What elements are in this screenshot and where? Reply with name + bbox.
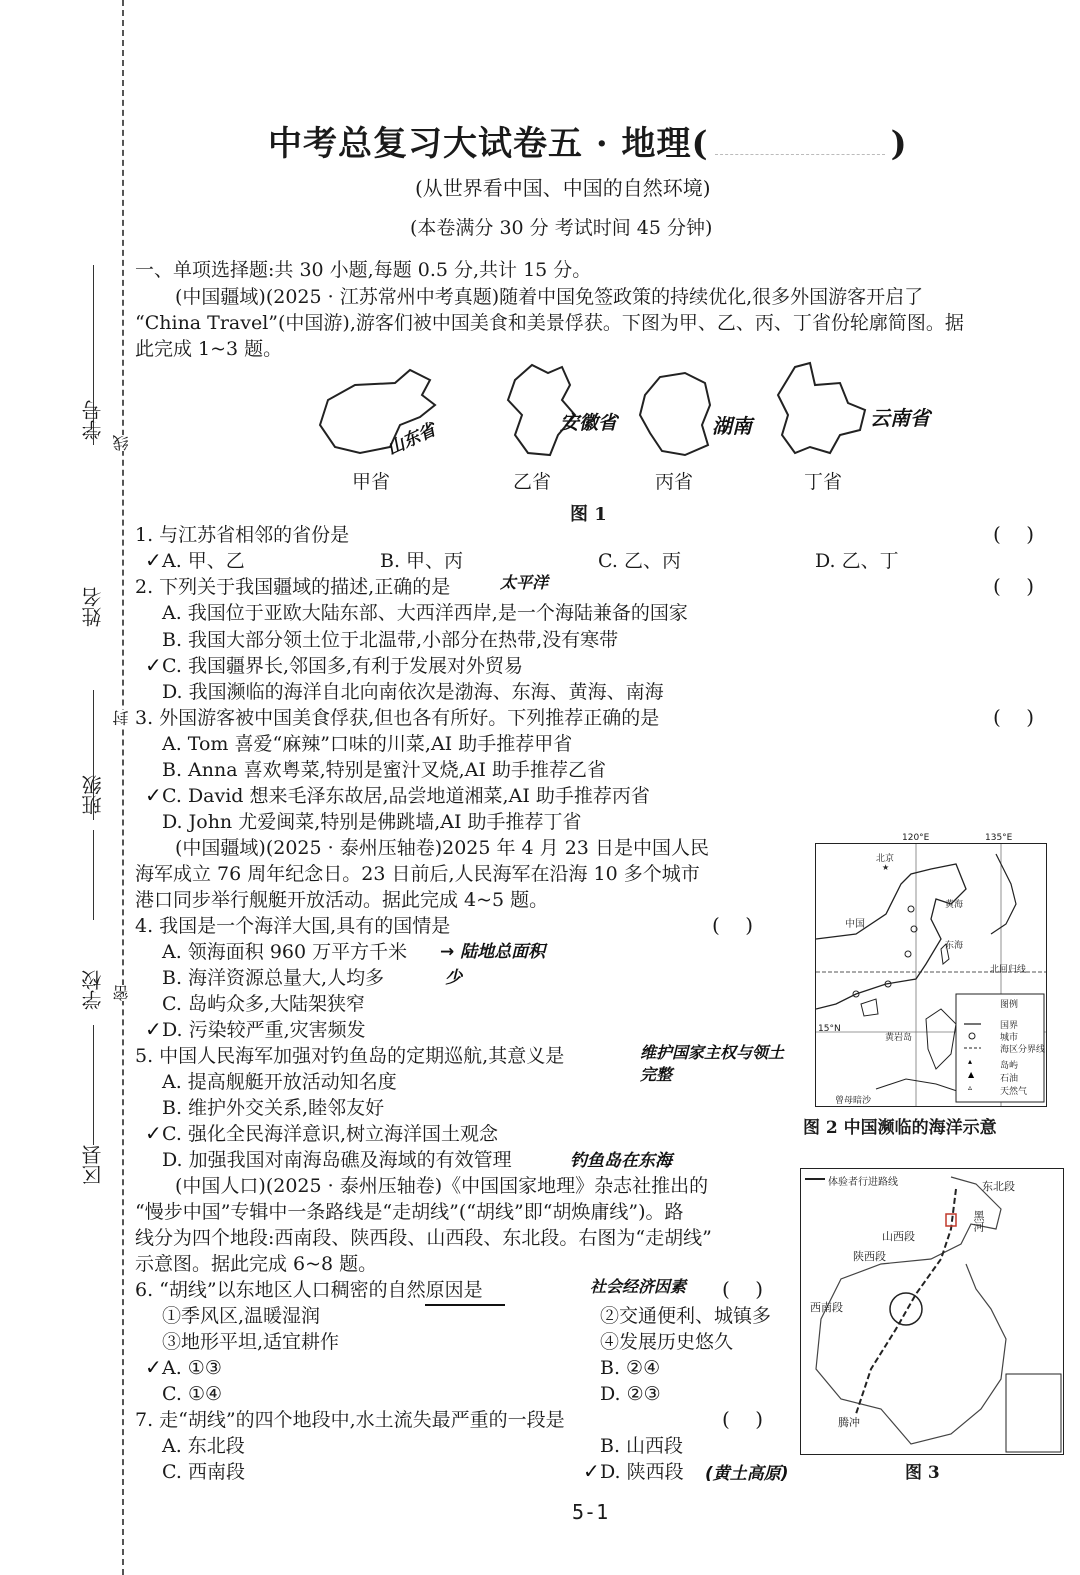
intro3-line-3: 线分为四个地段:西南段、陕西段、山西段、东北段。右图为“走胡线” [135, 1227, 712, 1249]
q6-item-3: ③地形平坦,适宜耕作 [162, 1331, 340, 1353]
q4-option-c[interactable]: C. 岛屿众多,大陆架狭窄 [162, 993, 365, 1015]
fig3-label-heihe: 黑河 [972, 1210, 985, 1232]
label-student-id: 学号 [81, 400, 105, 440]
q3-option-b[interactable]: B. Anna 喜欢粤菜,特别是蜜汁叉烧,AI 助手推荐乙省 [162, 759, 606, 781]
yunnan-outline [778, 363, 865, 453]
intro2-line-3: 港口同步举行舰艇开放活动。据此完成 4~5 题。 [135, 889, 549, 911]
fig3-label-southwest: 西南段 [810, 1301, 843, 1314]
fig1-label-bing: 丙省 [655, 471, 694, 493]
q6-option-c[interactable]: C. ①④ [162, 1383, 223, 1405]
q3-stem: 3. 外国游客被中国美食俘获,但也各有所好。下列推荐正确的是 [135, 707, 660, 729]
binding-line [122, 0, 124, 1575]
fig2-label-beijing: 北京 [876, 854, 895, 864]
q3-option-d[interactable]: D. John 尤爱闽菜,特别是佛跳墙,AI 助手推荐丁省 [162, 811, 582, 833]
fig2-lon-135: 135°E [985, 833, 1013, 843]
q4-check-mark: ✓ [145, 1017, 162, 1041]
fig2-legend-oil: 石油 [1000, 1074, 1019, 1084]
q1-stem: 1. 与江苏省相邻的省份是 [135, 524, 350, 546]
q2-check-mark: ✓ [145, 653, 162, 677]
svg-text:▵: ▵ [968, 1083, 973, 1092]
page-number: 5-1 [572, 1500, 609, 1524]
svg-text:▲: ▲ [968, 1070, 975, 1079]
fig2-label-zengmu: 曾母暗沙 [835, 1096, 872, 1106]
marker-seal: 封 [112, 710, 131, 726]
fig2-label-east-sea: 东海 [945, 941, 964, 951]
q2-answer-bracket[interactable]: ( ) [993, 574, 1035, 598]
fig2-legend-city: 城市 [1000, 1033, 1019, 1043]
q4-note-less: 少 [445, 968, 462, 988]
hw-hunan: 湖南 [712, 414, 752, 438]
hunan-outline [640, 373, 710, 455]
field-line-4 [93, 1025, 94, 1145]
q5-check-mark: ✓ [145, 1121, 162, 1145]
q2-option-a[interactable]: A. 我国位于亚欧大陆东部、大西洋西岸,是一个海陆兼备的国家 [162, 602, 688, 624]
q7-stem: 7. 走“胡线”的四个地段中,水土流失最严重的一段是 [135, 1409, 565, 1431]
q7-note: (黄土高原) [705, 1464, 789, 1484]
hw-yunnan: 云南省 [870, 406, 930, 430]
fig3-label-northeast: 东北段 [982, 1180, 1015, 1193]
q1-option-c[interactable]: C. 乙、丙 [598, 550, 681, 572]
label-class: 班级 [81, 775, 105, 815]
q6-item-4: ④发展历史悠久 [600, 1331, 734, 1353]
fig2-legend-sea-boundary: 海区分界线 [1000, 1045, 1046, 1055]
intro2-line-2: 海军成立 76 周年纪念日。23 日前后,人民海军在沿海 10 多个城市 [135, 863, 700, 885]
fig2-label-yellow-sea: 黄海 [945, 900, 964, 910]
fig2-legend-island: 岛屿 [1000, 1061, 1019, 1071]
q6-stem: 6. “胡线”以东地区人口稠密的自然原因是 [135, 1279, 483, 1301]
q4-stem: 4. 我国是一个海洋大国,具有的国情是 [135, 915, 451, 937]
label-district: 区县 [81, 1145, 105, 1185]
fig2-legend-gas: 天然气 [1000, 1087, 1028, 1097]
svg-text:★: ★ [882, 863, 890, 872]
intro3-line-2: “慢步中国”专辑中一条路线是“走胡线”(“胡线”即“胡焕庸线”)。路 [135, 1201, 684, 1223]
q2-option-c[interactable]: C. 我国疆界长,邻国多,有利于发展对外贸易 [162, 655, 524, 677]
page-subtitle: (从世界看中国、中国的自然环境) [415, 176, 711, 200]
q4-note: → 陆地总面积 [440, 942, 546, 962]
q5-stem: 5. 中国人民海军加强对钓鱼岛的定期巡航,其意义是 [135, 1045, 565, 1067]
intro-line-1: (中国疆域)(2025 · 江苏常州中考真题)随着中国免签政策的持续优化,很多外国游客开启了 [175, 286, 924, 308]
q3-option-a[interactable]: A. Tom 喜爱“麻辣”口味的川菜,AI 助手推荐甲省 [162, 733, 573, 755]
q7-option-c[interactable]: C. 西南段 [162, 1461, 245, 1483]
q6-item-1: ①季风区,温暖湿润 [162, 1305, 321, 1327]
fig2-legend-title: 图例 [1000, 1000, 1019, 1010]
q4-option-a[interactable]: A. 领海面积 960 万平方千米 [162, 941, 408, 963]
q6-item-2: ②交通便利、城镇多 [600, 1305, 772, 1327]
q5-option-b[interactable]: B. 维护外交关系,睦邻友好 [162, 1097, 385, 1119]
q6-answer-bracket[interactable]: ( ) [722, 1277, 764, 1301]
figure3-caption: 图 3 [905, 1463, 940, 1483]
q7-option-d[interactable]: D. 陕西段 [600, 1461, 684, 1483]
intro-line-3: 此完成 1~3 题。 [135, 338, 283, 360]
q1-answer-bracket[interactable]: ( ) [993, 522, 1035, 546]
q6-option-a[interactable]: A. ①③ [162, 1357, 222, 1379]
fig2-legend-border: 国界 [1000, 1021, 1019, 1031]
q3-answer-bracket[interactable]: ( ) [993, 705, 1035, 729]
q4-option-d[interactable]: D. 污染较严重,灾害频发 [162, 1019, 366, 1041]
intro3-line-4: 示意图。据此完成 6~8 题。 [135, 1253, 378, 1275]
fig2-lat-15: 15°N [818, 1024, 841, 1034]
q3-option-c[interactable]: C. David 想来毛泽东故居,品尝地道湘菜,AI 助手推荐丙省 [162, 785, 650, 807]
hw-shandong: 山东省 [384, 419, 439, 460]
q6-note: 社会经济因素 [590, 1277, 687, 1296]
q5-option-d[interactable]: D. 加强我国对南海岛礁及海域的有效管理 [162, 1149, 512, 1171]
q1-check-mark: ✓ [145, 548, 162, 572]
section-heading: 一、单项选择题:共 30 小题,每题 0.5 分,共计 15 分。 [135, 259, 592, 281]
page-title: 中考总复习大试卷五 · 地理( ) [268, 124, 908, 164]
q6-option-d[interactable]: D. ②③ [600, 1383, 661, 1405]
figure1-caption: 图 1 [570, 504, 607, 525]
label-school: 学校 [81, 970, 105, 1010]
fig1-label-yi: 乙省 [513, 471, 552, 493]
marker-line: 线 [112, 435, 131, 451]
q6-underline [425, 1304, 505, 1306]
q2-note: 太平洋 [500, 573, 549, 592]
fig2-label-tropic: 北回归线 [990, 965, 1027, 975]
fig1-label-jia: 甲省 [352, 471, 391, 493]
q5-option-a[interactable]: A. 提高舰艇开放活动知名度 [162, 1071, 397, 1093]
fig2-label-huangyan: 黄岩岛 [885, 1033, 913, 1043]
q4-answer-bracket[interactable]: ( ) [712, 913, 754, 937]
fig3-label-shanxi: 山西段 [882, 1230, 915, 1243]
q7-option-b[interactable]: B. 山西段 [600, 1435, 684, 1457]
intro-line-2: “China Travel”(中国游),游客们被中国美食和美景俘获。下图为甲、乙、丙、丁省份轮廓简图。据 [135, 312, 964, 334]
q5-note: 维护国家主权与领土完整 [640, 1043, 785, 1084]
q3-check-mark: ✓ [145, 783, 162, 807]
q5-option-c[interactable]: C. 强化全民海洋意识,树立海洋国土观念 [162, 1123, 498, 1145]
fig2-lon-120: 120°E [902, 833, 930, 843]
q2-option-d[interactable]: D. 我国濒临的海洋自北向南依次是渤海、东海、黄海、南海 [162, 681, 664, 703]
label-name: 姓名 [81, 587, 105, 627]
marker-secret: 密 [112, 985, 131, 1001]
figure2-caption: 图 2 中国濒临的海洋示意 [803, 1118, 997, 1138]
fig2-label-china: 中国 [845, 919, 865, 930]
q7-option-a[interactable]: A. 东北段 [162, 1435, 245, 1457]
field-line-3 [93, 830, 94, 920]
q1-option-b[interactable]: B. 甲、丙 [380, 550, 464, 572]
exam-meta: (本卷满分 30 分 考试时间 45 分钟) [410, 217, 713, 239]
fig1-label-ding: 丁省 [804, 471, 843, 493]
q7-check-mark: ✓ [583, 1459, 600, 1483]
q6-check-mark: ✓ [145, 1355, 162, 1379]
fig3-legend: 体验者行进路线 [828, 1177, 898, 1188]
q4-option-b[interactable]: B. 海洋资源总量大,人均多 [162, 967, 385, 989]
intro2-line-1: (中国疆域)(2025 · 泰州压轴卷)2025 年 4 月 23 日是中国人民 [175, 837, 709, 859]
q1-option-a[interactable]: A. 甲、乙 [162, 550, 245, 572]
q2-stem: 2. 下列关于我国疆域的描述,正确的是 [135, 576, 451, 598]
intro3-line-1: (中国人口)(2025 · 泰州压轴卷)《中国国家地理》杂志社推出的 [175, 1175, 709, 1197]
svg-text:▴: ▴ [968, 1057, 973, 1066]
fig3-label-tengchong: 腾冲 [838, 1416, 860, 1429]
q7-answer-bracket[interactable]: ( ) [722, 1407, 764, 1431]
hw-anhui: 安徽省 [560, 412, 618, 434]
q6-option-b[interactable]: B. ②④ [600, 1357, 661, 1379]
q5-note-diaoyu: 钓鱼岛在东海 [570, 1151, 672, 1171]
fig3-label-shaanxi: 陕西段 [853, 1250, 886, 1263]
q2-option-b[interactable]: B. 我国大部分领土位于北温带,小部分在热带,没有寒带 [162, 629, 619, 651]
q1-option-d[interactable]: D. 乙、丁 [815, 550, 899, 572]
